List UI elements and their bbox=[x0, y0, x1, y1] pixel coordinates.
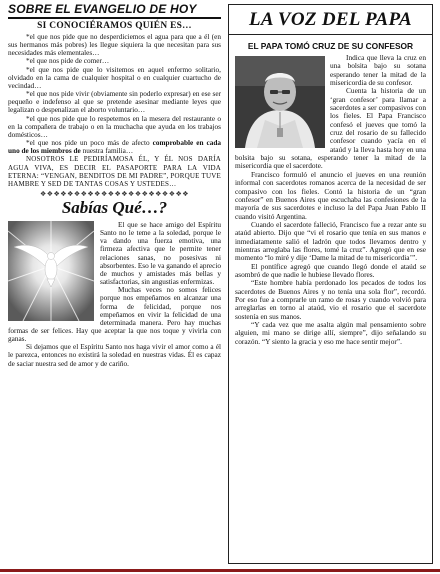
article-paragraph: Francisco formuló el anuncio el jueves en una reunión informal con sacerdotes romanos acerca de la necesidad de ser compasivo con los fieles. Contó la historia de un “gran confesor” en Buenos Aires que escuchaba las confesiones de la mayoría de sus sacerdotes e incluso la del Papa Juan Pablo II cuando visitó Argentina. bbox=[235, 169, 426, 221]
article-paragraph: Cuenta la historia de un ‘gran confesor’ para llamar a sacerdotes a ser compasivos con los fieles. El Papa Francisco confesó el jueves que tomó la cruz del rosario de su fallecido confesor cuando yacía en el ataúd y la lleva hasta hoy en una bolsita bajo su sotana, esperando tener la mitad de la misericordia que el sacerdote. bbox=[235, 86, 426, 171]
gospel-caps-paragraph: NOSOTROS LE PEDIRÍAMOSA ÉL, Y ÉL NOS DARÍA AGUA VIVA, ES DECIR EL PASAPORTE PARA LA VIDA ETERNA: “VENGAN, BENDITOS DE MI PADRE”, PORQUE TUVE HAMBRE Y SED DE TANTAS COSAS Y USTEDES… bbox=[8, 155, 221, 188]
ornament-divider: ❖❖❖❖❖❖❖❖❖❖❖❖❖❖❖❖❖❖❖❖❖❖ bbox=[39, 189, 190, 198]
holy-spirit-dove-image bbox=[8, 221, 94, 321]
bottom-accent-rule bbox=[0, 569, 440, 572]
family-text-bold: comprobable en cada uno de los miembros de bbox=[8, 139, 221, 156]
right-title-bar bbox=[229, 5, 432, 35]
gospel-paragraph-family bbox=[8, 139, 221, 155]
title-underline bbox=[8, 17, 221, 19]
article-paragraph: Indica que lleva la cruz en una bolsita bajo su sotana esperando tener la mitad de la misericordia de su confesor. bbox=[330, 53, 426, 88]
sabias-paragraph: El que se hace amigo del Espíritu Santo no le teme a la soledad, porque le va dando una fuerza emotiva, una firmeza afectiva que le permite tener relaciones sanas, no posesivas ni absorbentes. Eso le va ganando el aprecio de muchos y amistades más bellas y satisfactorias, sin angustias enfermizas. bbox=[100, 220, 221, 287]
right-column-box bbox=[228, 4, 433, 564]
left-column bbox=[8, 2, 221, 562]
gospel-paragraph: *el que nos pide que lo visitemos en aquel enfermo solitario, olvidado en la cama de cualquier hospital o en cualquier cuartucho de vecindad… bbox=[8, 65, 221, 90]
right-column-subtitle: EL PAPA TOMÓ CRUZ DE SU CONFESOR bbox=[247, 41, 414, 51]
left-column-subtitle: SI CONOCIÉRAMOS QUIÉN ES… bbox=[37, 21, 192, 31]
article-paragraph: “Este hombre había perdonado los pecados de todos los sacerdotes de Buenos Aires y no tenía una sola flor”, recordó. Por eso fue a comprarle un ramo de rosas y cuando volvió para arreglarlas en torno al ataúd, vio el rosario que el sacerdote sostenía en sus manos. bbox=[235, 278, 426, 321]
gospel-paragraph: *el que nos pide vivir (obviamente sin poderlo expresar) en ese ser pequeño e indefenso al que se pretende asesinar mediante leyes que legalizan o despenalizan el aborto voluntario… bbox=[8, 90, 221, 115]
article-paragraph: “Y cada vez que me asalta algún mal pensamiento sobre alguien, mi mano se dirige allí, siempre”, dijo señalando su corazón. “Y siento la gracia y eso me hace sentir mejor”. bbox=[235, 320, 426, 346]
gospel-paragraph: *el que nos pide de comer… bbox=[26, 57, 110, 66]
right-column-title: LA VOZ DEL PAPA bbox=[248, 9, 412, 30]
article-paragraph: Cuando el sacerdote falleció, Francisco fue a rezar ante su ataúd abierto. Dijo que “vi el rosario que tenía en sus manos e inmediatamente salió el ladrón que todos llevamos dentro y mientras arreglaba las flores, tomé la cruz”. Agregó que en ese momento “lo miré y dije ‘Dame la mitad de tu misericordia’”. bbox=[235, 219, 426, 263]
pope-photo bbox=[235, 56, 325, 148]
sabias-paragraph: Si dejamos que el Espíritu Santo nos haga vivir el amor como a él le parezca, entonces no existirá la soledad en nuestras vidas. Él es capaz de saciar nuestra sed de amor y de cariño. bbox=[8, 343, 221, 368]
family-text-start: *el que nos pide un poco más de afecto bbox=[26, 139, 153, 148]
gospel-paragraph: *el que nos pide que lo respetemos en la mesera del restaurante o en la compañera de trabajo o en la muchacha que ayuda en los trabajos domésticos… bbox=[8, 114, 221, 139]
sabias-que-title: Sabías Qué…? bbox=[61, 197, 168, 217]
sabias-paragraph: Muchas veces no somos felices porque nos empeñamos en alcanzar una forma de felicidad, porque nos empeñamos en vivir la felicidad de una determinada manera. Pero hay muchas formas de ser felices. Hay que aceptar la que nos toque y vivirla con ganas. bbox=[8, 286, 221, 344]
gospel-paragraph: *el que nos pide que no desperdiciemos el agua para que a él (en sus hermanos más pobres) les llegue siquiera la que necesitan para sus necesidades más elementales… bbox=[8, 33, 221, 58]
left-column-title: SOBRE EL EVANGELIO DE HOY bbox=[8, 2, 197, 16]
article-paragraph: El pontífice agregó que cuando llegó donde el ataúd se asombró de que nadie le hubiese llevado flores. bbox=[235, 261, 426, 279]
sabias-que-body bbox=[8, 221, 221, 368]
family-text-end: nuestra familia… bbox=[80, 147, 134, 156]
